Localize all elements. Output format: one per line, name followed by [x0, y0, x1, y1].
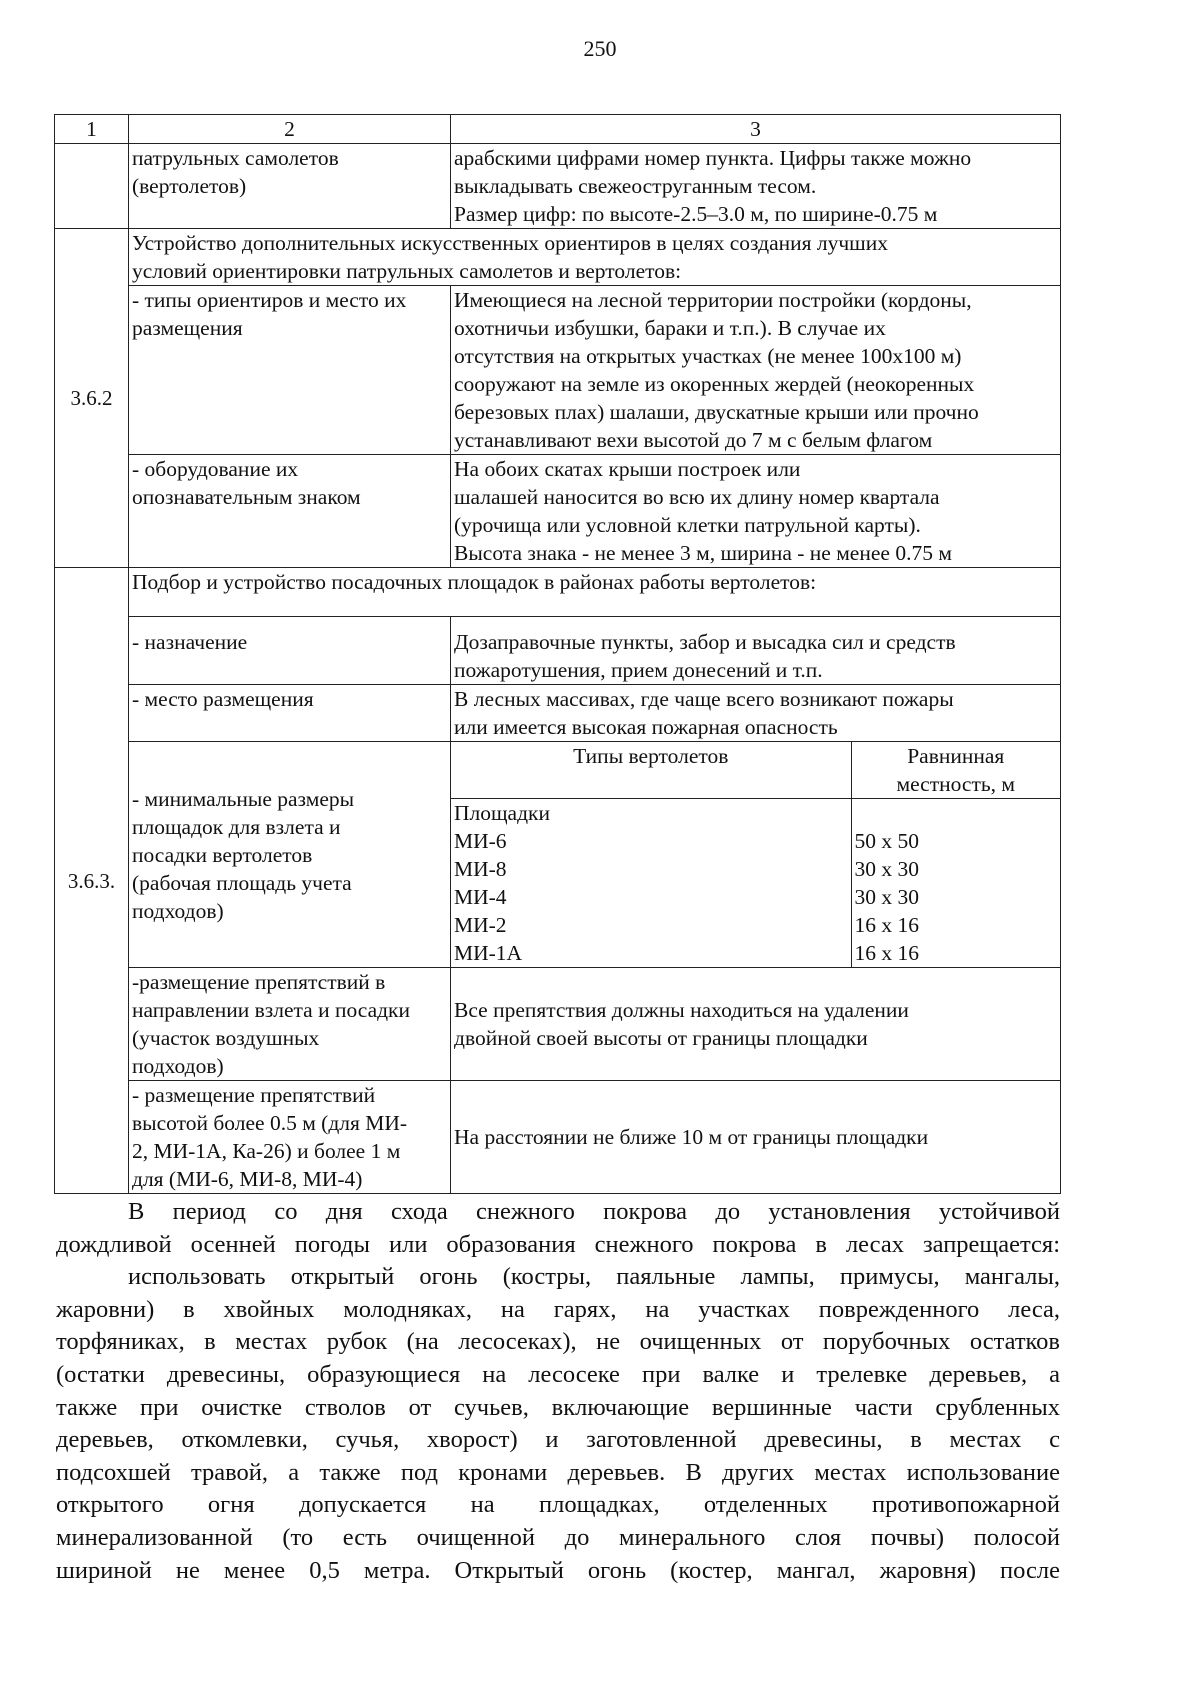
min-sizes-label: - минимальные размеры площадок для взлета и посадки вертолетов (рабочая площадь учета подходов)	[129, 742, 451, 968]
list-item: МИ-1А	[454, 941, 523, 965]
location-label: - место размещения	[129, 685, 451, 742]
list-item: 50 x 50	[854, 829, 919, 853]
header-col-2: 2	[129, 115, 451, 144]
table-header-row	[55, 115, 1061, 144]
table-row	[55, 685, 1061, 742]
col-helicopter-types: Типы вертолетов	[451, 742, 851, 799]
identification-sign-label: - оборудование их опознавательным знаком	[129, 455, 451, 568]
high-obstacles-value: На расстоянии не ближе 10 м от границы площадки	[451, 1081, 1061, 1194]
helicopter-sizes-header	[451, 742, 1060, 799]
header-col-1: 1	[55, 115, 129, 144]
col-plain-terrain: Равнинная местность, м	[851, 742, 1060, 799]
table-row	[55, 742, 1061, 968]
empty-number-cell	[55, 144, 129, 229]
identification-sign-value: На обоих скатах крыши построек или шалашей наносится во всю их длину номер квартала (урочища или условной клетки патрульной карты). Высота знака - не менее 3 м, ширина - не менее 0.75 м	[451, 455, 1061, 568]
pad-sizes-list	[851, 799, 1060, 968]
section-362-title-row	[55, 229, 1061, 286]
list-item: 16 x 16	[854, 941, 919, 965]
list-item: МИ-6	[454, 829, 507, 853]
table-row	[55, 286, 1061, 455]
location-value: В лесных массивах, где чаще всего возникают пожары или имеется высокая пожарная опасность	[451, 685, 1061, 742]
obstacles-value: Все препятствия должны находиться на удалении двойной своей высоты от границы площадки	[451, 968, 1061, 1081]
landmark-types-label: - типы ориентиров и место их размещения	[129, 286, 451, 455]
section-362-title: Устройство дополнительных искусственных ориентиров в целях создания лучших условий ориентировки патрульных самолетов и вертолетов:	[129, 229, 1061, 286]
helicopter-types-list: Площадки МИ-6 МИ-8 МИ-4 МИ-2 МИ-1А	[451, 799, 851, 968]
continuation-value: арабскими цифрами номер пункта. Цифры также можно выкладывать свежеоструганным тесом. Размер цифр: по высоте-2.5–3.0 м, по ширине-0.75 м	[451, 144, 1061, 229]
purpose-value: Дозаправочные пункты, забор и высадка сил и средств пожаротушения, прием донесений и т.п.	[451, 617, 1061, 685]
list-item: 16 x 16	[854, 913, 919, 937]
list-item: МИ-8	[454, 857, 507, 881]
paragraph-open-fire: использовать открытый огонь (костры, паяльные лампы, примусы, мангалы, жаровни) в хвойных молодняках, на гарях, на участках поврежденного леса, торфяниках, в местах рубок (на лесосеках), не очищенных от порубочных остатков (остатки древесины, образующиеся на лесосеке при валке и трелевке деревьев, а также при очистке стволов от сучьев, включающие вершинные части срубленных деревьев, откомлевки, сучья, хворост) и заготовленной древесины, в местах с подсохшей травой, а также под кронами деревьев. В других местах использование открытого огня допускается на площадках, отделенных противопожарной минерализованной (то есть очищенной до минерального слоя почвы) полосой шириной не менее 0,5 метра. Открытый огонь (костер, мангал, жаровня) после	[56, 1263, 1060, 1584]
table-row	[55, 617, 1061, 685]
helicopter-sizes-table	[451, 742, 1060, 967]
regulations-table	[54, 114, 1061, 1194]
continuation-label: патрульных самолетов (вертолетов)	[129, 144, 451, 229]
high-obstacles-label: - размещение препятствий высотой более 0.5 м (для МИ- 2, МИ-1А, Ка-26) и более 1 м для (МИ-6, МИ-8, МИ-4)	[129, 1081, 451, 1194]
list-item: 30 x 30	[854, 885, 919, 909]
landmark-types-value: Имеющиеся на лесной территории постройки (кордоны, охотничьи избушки, бараки и т.п.). В случае их отсутствия на открытых участках (не менее 100x100 м) сооружают на земле из окоренных жердей (неокоренных березовых плах) шалаши, двускатные крыши или прочно устанавливают вехи высотой до 7 м с белым флагом	[451, 286, 1061, 455]
helicopter-sizes-body	[451, 799, 1060, 968]
table-row	[55, 1081, 1061, 1194]
helicopter-sizes-cell	[451, 742, 1061, 968]
section-362-number: 3.6.2	[55, 229, 129, 568]
section-363-title-row	[55, 568, 1061, 617]
section-363-title: Подбор и устройство посадочных площадок в районах работы вертолетов:	[129, 568, 1061, 617]
body-text	[56, 1196, 1060, 1587]
table-row	[55, 455, 1061, 568]
purpose-label: - назначение	[129, 617, 451, 685]
obstacles-label: -размещение препятствий в направлении взлета и посадки (участок воздушных подходов)	[129, 968, 451, 1081]
table-row-continuation	[55, 144, 1061, 229]
paragraph-prohibition-intro: В период со дня схода снежного покрова до установления устойчивой дождливой осенней погоды или образования снежного покрова в лесах запрещается:	[56, 1198, 1060, 1258]
section-363-number: 3.6.3.	[55, 568, 129, 1194]
list-item: МИ-4	[454, 885, 507, 909]
header-col-3: 3	[451, 115, 1061, 144]
page-number: 250	[583, 36, 617, 61]
table-row	[55, 968, 1061, 1081]
list-item: 30 x 30	[854, 857, 919, 881]
list-item: МИ-2	[454, 913, 507, 937]
